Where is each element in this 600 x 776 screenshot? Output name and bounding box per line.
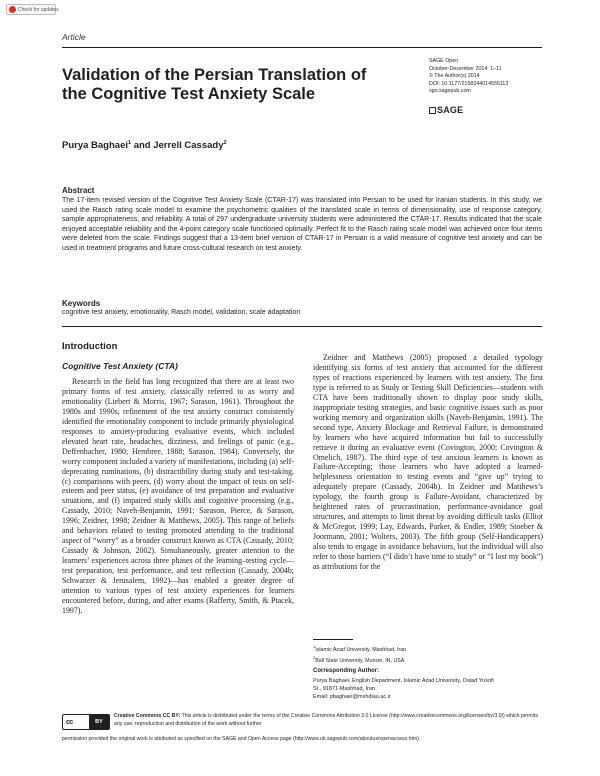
- check-updates-icon: [9, 6, 16, 13]
- license-line-1: This article is distributed under the terms of the Creative Commons Attribution 3.0 License (http://www.creativecommons.org/licenses/by/3.0/) which permits any use, reproduction and distribution of the work without further: [114, 713, 538, 727]
- intro-right-column-text: Zeidner and Matthews (2005) proposed a detailed typology identifying six forms of test anxiety that accounted for the different types of reactions experienced by learners with test anxiety. The first type is referred to as Study or Testing Skill Deficiencies—students with CTA have been traditionally shown to display poor study skills, inappropriate testing strategies, and basic cognitive issues such as poor working memory and organization skills (Naveh-Benjamin, 1991). The second type, Anxiety Blockage and Retrieval Failure, is demonstrated by learners who have acquired information but fail to successfully retrieve it during an evaluative event (Covington, 2000; Covington & Omelich, 1987). The third type of test anxious learners is known as Failure-Accepting; those learners who have adopted a learned-helplessness orientation to testing events and “give up” trying to adequately prepare (Cassady, 2004b). In Zeidner and Matthews’s typology, the fourth group is Failure-Avoidant, characterized by heightened rates of procrastination, performance-avoidance goal structures, and attempts to limit threat by avoiding difficult tasks (Elliot & McGregor, 1999; Lay, Edwards, Parker, & Endler, 1989; Stoeber & Joormann, 2001; Wolters, 2003). The fifth group (Self-Handicappers) also tends to engage in avoidance behaviors, but the individual will also refer to those barriers (“I didn’t have time to study” or “I lost my book”) as attributions for the: [313, 353, 543, 572]
- affiliation-item: [313, 654, 406, 665]
- paper-title: Validation of the Persian Translation of the Cognitive Test Anxiety Scale: [62, 66, 367, 103]
- header-divider: [62, 47, 542, 48]
- affiliation-text: Ball State University, Muncie, IN, USA: [315, 657, 405, 664]
- footnote-divider: [313, 639, 353, 640]
- affiliation-text: Islamic Azad University, Mashhad, Iran: [315, 646, 407, 653]
- introduction-heading: Introduction: [62, 341, 118, 352]
- affiliations: [313, 643, 406, 665]
- author-joiner: and: [131, 140, 154, 152]
- author-list: [62, 140, 227, 151]
- affiliation-item: [313, 643, 406, 654]
- author-affiliation-marker: 2: [223, 140, 227, 146]
- journal-copyright: © The Author(s) 2014: [429, 73, 480, 80]
- author-affiliation-marker: 1: [128, 140, 132, 146]
- license-text-continued: permission provided the original work is attributed as specified on the SAGE and Open Access page (http://www.uk.sagepub.com/aboutus/openaccess.htm).: [62, 736, 421, 742]
- abstract-text: The 17-item revised version of the Cognitive Test Anxiety Scale (CTAR-17) was translated into Persian to be used for Iranian students. In this study, we used the Rasch rating scale model to examine the psychometric qualities of the translated scale in terms of dimensionality, use of response category, sample appropriateness, and reliability. A total of 297 undergraduate university students were administered the CTAR-17. Results indicated that the scale enjoyed acceptable reliability and the 4-point category scale functioned optimally. Perfect fit to the Rasch rating scale model was achieved once four items were deleted from the scale. Findings suggest that a 13-item brief version of CTAR-17 in Persian is a valid measure of cognitive test anxiety and can be used in treatment programs and future cross-cultural research on test anxiety.: [62, 197, 542, 252]
- abstract-heading: Abstract: [62, 186, 95, 195]
- affiliation-marker: 2: [313, 654, 316, 660]
- keywords-text: cognitive test anxiety, emotionality, Rasch model, validation, scale adaptation: [62, 309, 301, 316]
- journal-name: SAGE Open: [429, 58, 459, 64]
- author-name: Jerrell Cassady: [153, 140, 224, 152]
- publisher-logo: [429, 105, 463, 115]
- license-text: [114, 713, 544, 728]
- author-name: Purya Baghaei: [62, 140, 128, 152]
- keywords-heading: Keywords: [62, 299, 101, 308]
- article-type-label: Article: [62, 32, 86, 42]
- license-lead: Creative Commons CC BY:: [114, 713, 181, 719]
- corresponding-author-line: Purya Baghaei, English Department, Islamic Azad University, Ostad Yusofi: [313, 678, 494, 684]
- intro-left-column-text: Research in the field has long recognized that there are at least two primary forms of test anxiety, classically referred to as worry and emotionality (Liebert & Morris, 1967; Sarason, 1961). Throughout the 1980s and 1990s, refinement of the test anxiety construct consistently identified the emotionality component to include primarily physiological responses to anxiety-producing evaluative events, which included elevated heart rate, headaches, dizziness, and feelings of panic (e.g., Deffenbacher, 1980; Hembree, 1988; Sarason, 1984). Conversely, the worry component included a variety of manifestations, including (a) self-deprecating ruminations, (b) distractibility during study and test-taking, (c) comparisons with peers, (d) worry about the impact of tests on self-esteem and peer status, (e) avoidance of test preparation and evaluative situations, and (f) impaired study skills and cognitive processing (e.g., Cassady, 2010; Naveh-Benjamin, 1991; Sarason, Pierce, & Sarason, 1996; Zeidner, 1998; Zeidner & Matthews, 2005). This range of beliefs and behaviors related to testing promoted attending to the traditional aspect of “worry” as a broader construct known as CTA (Cassady, 2010; Cassady & Johnson, 2002). Simultaneously, greater attention to the learners’ experiences across three phases of the learning–testing cycle—test preparation, test performance, and test reflection (Cassady, 2004b; Schwarzer & Jerusalem, 1992)—has enabled a greater degree of attention to various types of test anxiety experiences for learners encountered before, during, and after exams (Rafferty, Smith, & Ptacek, 1997).: [62, 377, 294, 615]
- sage-mark-icon: [429, 107, 436, 114]
- corresponding-author-heading: Corresponding Author:: [313, 668, 380, 674]
- corresponding-author-line: St., 91871-Mashhad, Iran.: [313, 686, 377, 692]
- publisher-logo-text: SAGE: [437, 105, 464, 115]
- journal-issue: October-December 2014: 1–11: [429, 65, 502, 72]
- cc-by-icon: BY: [89, 715, 109, 729]
- check-updates-label: Check for updates: [18, 6, 59, 13]
- journal-url[interactable]: sgo.sagepub.com: [429, 88, 471, 95]
- creative-commons-badge[interactable]: [62, 714, 110, 730]
- journal-meta: [429, 58, 508, 96]
- corresponding-author-details: [313, 677, 494, 701]
- affiliation-marker: 1: [313, 644, 316, 649]
- corresponding-author-email[interactable]: Email: pbaghaei@mshdiau.ac.ir: [313, 694, 391, 700]
- check-for-updates-badge[interactable]: [6, 4, 59, 15]
- cc-icon: cc: [66, 718, 73, 726]
- cta-subheading: Cognitive Test Anxiety (CTA): [62, 361, 178, 371]
- section-divider: [62, 326, 542, 327]
- journal-doi[interactable]: DOI: 10.1177/2158244014555113: [429, 80, 509, 87]
